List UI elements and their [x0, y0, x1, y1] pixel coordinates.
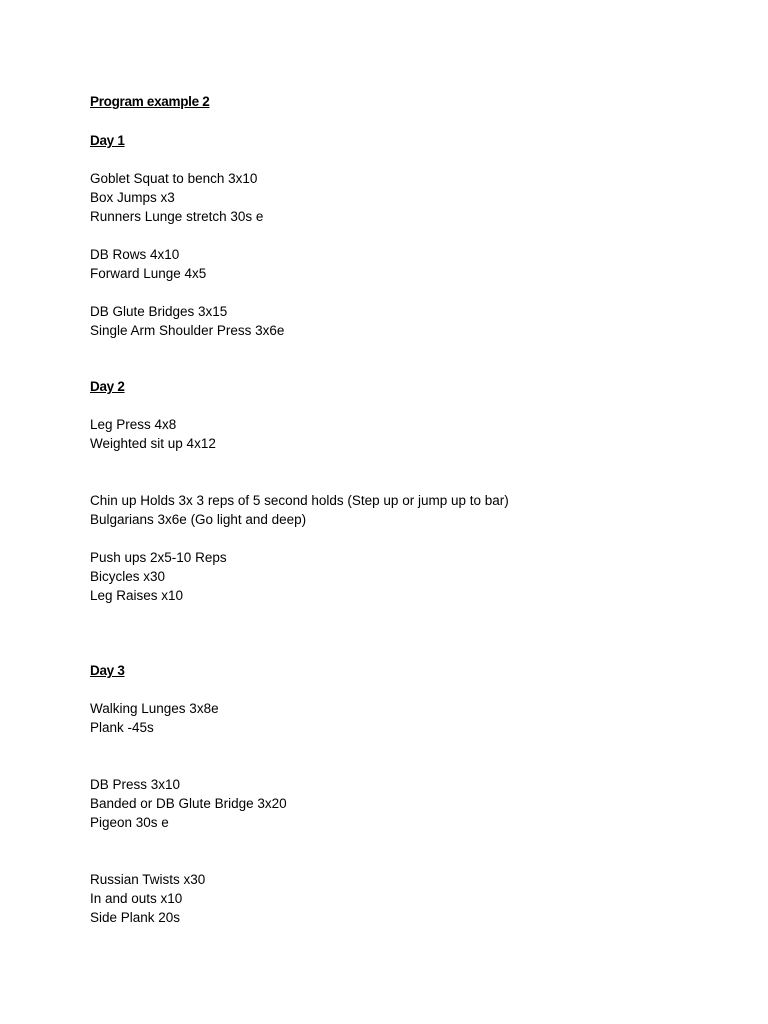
day-2-heading: Day 2	[90, 379, 125, 394]
exercise-line: In and outs x10	[90, 891, 183, 906]
exercise-line: Single Arm Shoulder Press 3x6e	[90, 323, 285, 338]
exercise-line: Box Jumps x3	[90, 190, 175, 205]
day-3-heading: Day 3	[90, 663, 125, 678]
exercise-line: Goblet Squat to bench 3x10	[90, 171, 258, 186]
exercise-line: Russian Twists x30	[90, 872, 206, 887]
exercise-line: Runners Lunge stretch 30s e	[90, 209, 264, 224]
exercise-line: Forward Lunge 4x5	[90, 266, 207, 281]
exercise-line: DB Rows 4x10	[90, 247, 180, 262]
exercise-line: Leg Raises x10	[90, 588, 184, 603]
exercise-line: Pigeon 30s e	[90, 815, 169, 830]
exercise-line: Chin up Holds 3x 3 reps of 5 second holds (Step up or jump up to bar)	[90, 493, 509, 508]
exercise-line: Side Plank 20s	[90, 910, 181, 925]
exercise-line: DB Press 3x10	[90, 777, 181, 792]
exercise-line: Plank -45s	[90, 720, 154, 735]
exercise-line: Bulgarians 3x6e (Go light and deep)	[90, 512, 307, 527]
exercise-line: Leg Press 4x8	[90, 417, 177, 432]
exercise-line: Walking Lunges 3x8e	[90, 701, 219, 716]
exercise-line: Push ups 2x5-10 Reps	[90, 550, 227, 565]
exercise-line: Weighted sit up 4x12	[90, 436, 216, 451]
exercise-line: DB Glute Bridges 3x15	[90, 304, 228, 319]
document-title: Program example 2	[90, 94, 210, 109]
exercise-line: Banded or DB Glute Bridge 3x20	[90, 796, 287, 811]
exercise-line: Bicycles x30	[90, 569, 166, 584]
day-1-heading: Day 1	[90, 133, 125, 148]
